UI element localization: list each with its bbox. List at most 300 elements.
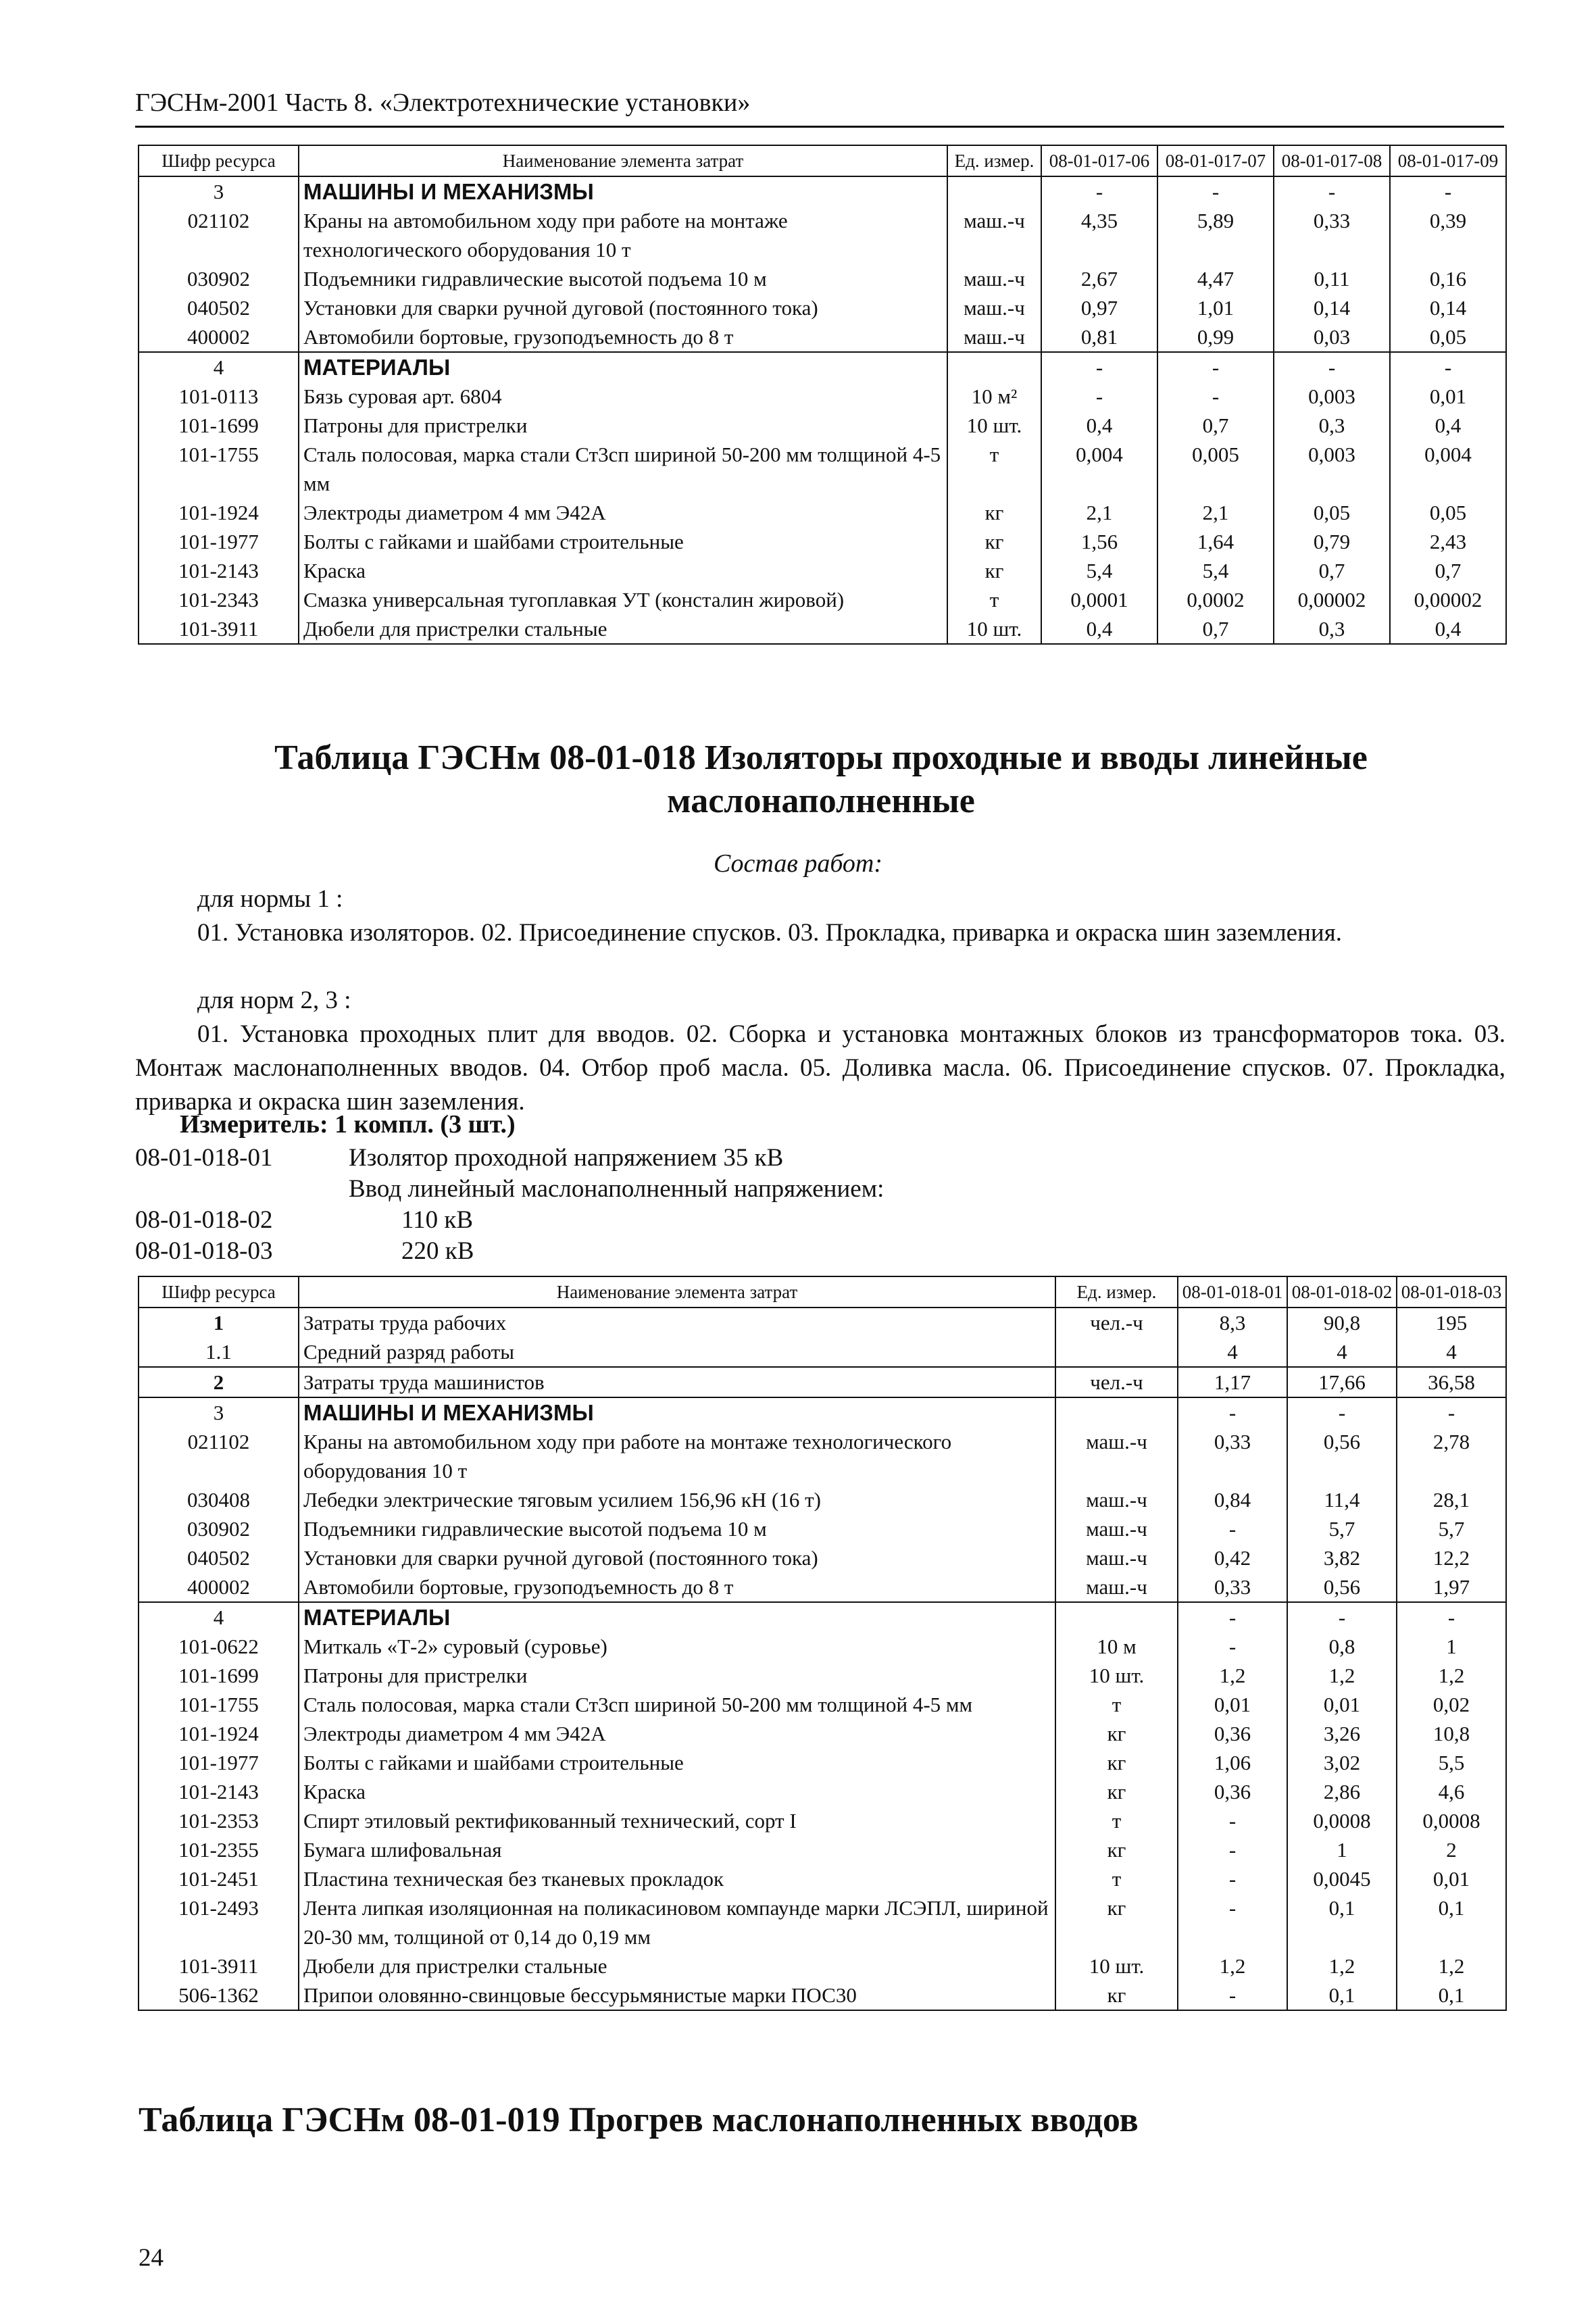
unit-cell: маш.-ч <box>947 293 1041 322</box>
value-cell: 0,11 <box>1274 264 1390 293</box>
value-cell: 0,1 <box>1397 1981 1506 2010</box>
resource-code-cell: 1 <box>139 1308 299 1337</box>
resource-name-cell: Затраты труда машинистов <box>299 1367 1055 1397</box>
unit-cell: т <box>1055 1806 1178 1835</box>
value-cell: 0,1 <box>1397 1893 1506 1951</box>
value-cell: 0,36 <box>1178 1719 1287 1748</box>
resource-name-cell: Бумага шлифовальная <box>299 1835 1055 1864</box>
unit-cell: маш.-ч <box>1055 1543 1178 1572</box>
resource-name-cell: Смазка универсальная тугоплавкая УТ (консталин жировой) <box>299 585 947 614</box>
column-header-name: Наименование элемента затрат <box>299 1276 1055 1308</box>
table-row <box>139 411 1506 440</box>
resource-name-cell: Бязь суровая арт. 6804 <box>299 382 947 411</box>
value-cell: 1,17 <box>1178 1367 1287 1397</box>
value-cell: 0,004 <box>1041 440 1157 498</box>
value-cell: - <box>1157 176 1274 206</box>
table-title-018: Таблица ГЭСНм 08-01-018 Изоляторы проходные и вводы линейные маслонаполненные <box>274 739 1368 820</box>
unit-cell: кг <box>947 556 1041 585</box>
resource-name-cell: Электроды диаметром 4 мм Э42А <box>299 1719 1055 1748</box>
value-cell: 28,1 <box>1397 1485 1506 1514</box>
item-code: 08-01-018-03 <box>135 1237 273 1265</box>
value-cell: 1,2 <box>1397 1951 1506 1981</box>
value-cell: 1,56 <box>1041 527 1157 556</box>
table-row <box>139 1806 1506 1835</box>
value-cell: 0,14 <box>1390 293 1506 322</box>
unit-cell: кг <box>1055 1748 1178 1777</box>
measure-unit: Измеритель: 1 компл. (3 шт.) <box>180 1110 516 1139</box>
value-cell: 0,01 <box>1287 1690 1397 1719</box>
value-cell: 5,4 <box>1157 556 1274 585</box>
value-cell: 0,1 <box>1287 1893 1397 1951</box>
value-cell: 90,8 <box>1287 1308 1397 1337</box>
value-cell: 0,00002 <box>1274 585 1390 614</box>
resource-code-cell: 101-1977 <box>139 527 299 556</box>
resource-name-cell: Установки для сварки ручной дуговой (постоянного тока) <box>299 1543 1055 1572</box>
value-cell: - <box>1397 1397 1506 1427</box>
value-cell: 0,33 <box>1178 1572 1287 1602</box>
table-row <box>139 322 1506 352</box>
resource-name-cell: Подъемники гидравлические высотой подъема 10 м <box>299 264 947 293</box>
value-cell: 1,2 <box>1287 1661 1397 1690</box>
resource-code-cell: 101-0113 <box>139 382 299 411</box>
section-row <box>139 1397 1506 1427</box>
resource-name-cell: Болты с гайками и шайбами строительные <box>299 1748 1055 1777</box>
table-row <box>139 1337 1506 1367</box>
resource-code-cell: 030408 <box>139 1485 299 1514</box>
column-header-unit: Ед. измер. <box>947 145 1041 176</box>
resource-code-cell: 021102 <box>139 206 299 264</box>
value-cell: 0,7 <box>1390 556 1506 585</box>
value-cell: - <box>1041 382 1157 411</box>
value-cell: 5,89 <box>1157 206 1274 264</box>
value-cell: 3,26 <box>1287 1719 1397 1748</box>
value-cell: 0,1 <box>1287 1981 1397 2010</box>
value-cell: 0,14 <box>1274 293 1390 322</box>
table-row <box>139 614 1506 644</box>
table-row <box>139 1485 1506 1514</box>
unit-cell <box>947 352 1041 382</box>
unit-cell: 10 шт. <box>1055 1661 1178 1690</box>
resource-name-cell: Патроны для пристрелки <box>299 411 947 440</box>
value-cell: 0,0001 <box>1041 585 1157 614</box>
resource-code-cell: 101-2355 <box>139 1835 299 1864</box>
table-row <box>139 1719 1506 1748</box>
value-cell: 0,36 <box>1178 1777 1287 1806</box>
unit-cell <box>947 176 1041 206</box>
value-cell: - <box>1178 1632 1287 1661</box>
resource-code-cell: 400002 <box>139 1572 299 1602</box>
resource-name-cell: Краска <box>299 556 947 585</box>
table-row <box>139 498 1506 527</box>
value-cell: - <box>1178 1835 1287 1864</box>
table-row <box>139 1632 1506 1661</box>
resource-code-cell: 101-0622 <box>139 1632 299 1661</box>
value-cell: 1,97 <box>1397 1572 1506 1602</box>
value-cell: - <box>1397 1602 1506 1632</box>
table-row <box>139 585 1506 614</box>
resource-name-cell: МАШИНЫ И МЕХАНИЗМЫ <box>299 1397 1055 1427</box>
table-row <box>139 382 1506 411</box>
unit-cell: 10 м <box>1055 1632 1178 1661</box>
value-cell: 0,0002 <box>1157 585 1274 614</box>
value-cell: - <box>1041 352 1157 382</box>
value-cell: 12,2 <box>1397 1543 1506 1572</box>
value-cell: 1 <box>1397 1632 1506 1661</box>
table-title-019: Таблица ГЭСНм 08-01-019 Прогрев маслонаполненных вводов <box>139 2101 1139 2139</box>
table-header-row <box>139 1276 1506 1308</box>
value-cell: 1,2 <box>1178 1951 1287 1981</box>
table-row <box>139 1864 1506 1893</box>
value-cell: 4,35 <box>1041 206 1157 264</box>
value-cell: 0,3 <box>1274 411 1390 440</box>
value-cell: 0,33 <box>1274 206 1390 264</box>
value-cell: 1,01 <box>1157 293 1274 322</box>
value-cell: 4 <box>1397 1337 1506 1367</box>
table-row <box>139 1514 1506 1543</box>
value-cell: 1,2 <box>1287 1951 1397 1981</box>
header-rule <box>135 126 1504 128</box>
column-header-norm: 08-01-018-02 <box>1287 1276 1397 1308</box>
value-cell: 0,4 <box>1041 411 1157 440</box>
value-cell: 0,16 <box>1390 264 1506 293</box>
value-cell: 2,86 <box>1287 1777 1397 1806</box>
column-header-name: Наименование элемента затрат <box>299 145 947 176</box>
value-cell: 0,003 <box>1274 382 1390 411</box>
value-cell: 36,58 <box>1397 1367 1506 1397</box>
resource-code-cell: 400002 <box>139 322 299 352</box>
value-cell: 1,64 <box>1157 527 1274 556</box>
value-cell: 2,1 <box>1041 498 1157 527</box>
resource-name-cell: Автомобили бортовые, грузоподъемность до 8 т <box>299 322 947 352</box>
item-text: Ввод линейный маслонаполненный напряжением: <box>349 1175 884 1203</box>
value-cell: 2,1 <box>1157 498 1274 527</box>
resource-name-cell: Дюбели для пристрелки стальные <box>299 1951 1055 1981</box>
table-body <box>139 1308 1506 2010</box>
unit-cell: т <box>947 440 1041 498</box>
resource-name-cell: Спирт этиловый ректификованный технический, сорт I <box>299 1806 1055 1835</box>
resource-code-cell: 101-1924 <box>139 1719 299 1748</box>
table-row <box>139 206 1506 264</box>
item-text: Изолятор проходной напряжением 35 кВ <box>349 1144 784 1172</box>
resource-code-cell: 021102 <box>139 1427 299 1485</box>
column-header-unit: Ед. измер. <box>1055 1276 1178 1308</box>
resource-code-cell: 101-2451 <box>139 1864 299 1893</box>
norm1-text: 01. Установка изоляторов. 02. Присоединение спусков. 03. Прокладка, приварка и окраска шин заземления. <box>197 919 1342 947</box>
value-cell: 0,01 <box>1390 382 1506 411</box>
resource-name-cell: Миткаль «Т-2» суровый (суровье) <box>299 1632 1055 1661</box>
section-row <box>139 352 1506 382</box>
section-row <box>139 176 1506 206</box>
unit-cell: 10 м² <box>947 382 1041 411</box>
value-cell: 0,4 <box>1390 411 1506 440</box>
value-cell: - <box>1178 1806 1287 1835</box>
value-cell: - <box>1178 1397 1287 1427</box>
resource-code-cell: 4 <box>139 1602 299 1632</box>
value-cell: 2,43 <box>1390 527 1506 556</box>
value-cell: 0,4 <box>1390 614 1506 644</box>
value-cell: 0,42 <box>1178 1543 1287 1572</box>
resource-name-cell: МАШИНЫ И МЕХАНИЗМЫ <box>299 176 947 206</box>
value-cell: 5,7 <box>1397 1514 1506 1543</box>
table-row <box>139 1951 1506 1981</box>
unit-cell: маш.-ч <box>1055 1485 1178 1514</box>
value-cell: 0,01 <box>1178 1690 1287 1719</box>
resource-code-cell: 101-1755 <box>139 440 299 498</box>
table-row <box>139 264 1506 293</box>
column-header-norm: 08-01-017-09 <box>1390 145 1506 176</box>
value-cell: 0,005 <box>1157 440 1274 498</box>
value-cell: - <box>1287 1602 1397 1632</box>
value-cell: - <box>1390 352 1506 382</box>
resource-code-cell: 101-3911 <box>139 614 299 644</box>
unit-cell: кг <box>1055 1777 1178 1806</box>
unit-cell <box>1055 1337 1178 1367</box>
column-header-norm: 08-01-018-03 <box>1397 1276 1506 1308</box>
value-cell: 0,81 <box>1041 322 1157 352</box>
resource-name-cell: Пластина техническая без тканевых прокладок <box>299 1864 1055 1893</box>
resource-code-cell: 040502 <box>139 1543 299 1572</box>
value-cell: 0,05 <box>1390 498 1506 527</box>
unit-cell: маш.-ч <box>947 264 1041 293</box>
value-cell: 0,33 <box>1178 1427 1287 1485</box>
value-cell: 0,39 <box>1390 206 1506 264</box>
column-header-norm: 08-01-018-01 <box>1178 1276 1287 1308</box>
value-cell: - <box>1178 1864 1287 1893</box>
unit-cell: маш.-ч <box>947 206 1041 264</box>
unit-cell: маш.-ч <box>1055 1427 1178 1485</box>
resource-code-cell: 030902 <box>139 1514 299 1543</box>
value-cell: - <box>1041 176 1157 206</box>
table-row <box>139 1893 1506 1951</box>
resource-name-cell: Установки для сварки ручной дуговой (постоянного тока) <box>299 293 947 322</box>
value-cell: 0,56 <box>1287 1572 1397 1602</box>
value-cell: - <box>1157 382 1274 411</box>
value-cell: 3,02 <box>1287 1748 1397 1777</box>
unit-cell <box>1055 1397 1178 1427</box>
value-cell: 1 <box>1287 1835 1397 1864</box>
resource-code-cell: 101-1755 <box>139 1690 299 1719</box>
table-row <box>139 527 1506 556</box>
unit-cell: 10 шт. <box>1055 1951 1178 1981</box>
resource-name-cell: Электроды диаметром 4 мм Э42А <box>299 498 947 527</box>
table-row <box>139 1572 1506 1602</box>
resource-code-cell: 101-1699 <box>139 411 299 440</box>
value-cell: 0,00002 <box>1390 585 1506 614</box>
resource-code-cell: 101-1924 <box>139 498 299 527</box>
value-cell: 2,78 <box>1397 1427 1506 1485</box>
section-row <box>139 1602 1506 1632</box>
resource-code-cell: 040502 <box>139 293 299 322</box>
norm23-text: 01. Установка проходных плит для вводов. 02. Сборка и установка монтажных блоков из трансформаторов тока. 03. Монтаж маслонаполненных вводов. 04. Отбор проб масла. 05. Доливка масла. 06. Присоединение спусков. 07. Прокладка, приварка и окраска шин заземления. <box>135 1020 1505 1116</box>
value-cell: 2 <box>1397 1835 1506 1864</box>
item-text: 110 кВ <box>401 1206 474 1234</box>
column-header-code: Шифр ресурса <box>139 1276 299 1308</box>
value-cell: 0,84 <box>1178 1485 1287 1514</box>
value-cell: 0,03 <box>1274 322 1390 352</box>
value-cell: 0,0008 <box>1397 1806 1506 1835</box>
value-cell: - <box>1274 176 1390 206</box>
value-cell: 0,7 <box>1157 614 1274 644</box>
resource-code-cell: 2 <box>139 1367 299 1397</box>
table-body <box>139 176 1506 644</box>
value-cell: 3,82 <box>1287 1543 1397 1572</box>
value-cell: 4,6 <box>1397 1777 1506 1806</box>
table-row <box>139 1367 1506 1397</box>
norm1-label: для нормы 1 : <box>197 885 343 913</box>
resource-name-cell: Патроны для пристрелки <box>299 1661 1055 1690</box>
resource-code-cell: 101-2343 <box>139 585 299 614</box>
item-code: 08-01-018-02 <box>135 1206 273 1234</box>
resource-table-017 <box>138 145 1507 645</box>
value-cell: 0,97 <box>1041 293 1157 322</box>
work-composition-caption: Состав работ: <box>713 849 883 878</box>
value-cell: - <box>1178 1981 1287 2010</box>
resource-name-cell: Припои оловянно-свинцовые бессурьмянистые марки ПОС30 <box>299 1981 1055 2010</box>
unit-cell: чел.-ч <box>1055 1367 1178 1397</box>
resource-code-cell: 101-2493 <box>139 1893 299 1951</box>
resource-code-cell: 101-3911 <box>139 1951 299 1981</box>
resource-code-cell: 4 <box>139 352 299 382</box>
value-cell: 0,004 <box>1390 440 1506 498</box>
column-header-norm: 08-01-017-07 <box>1157 145 1274 176</box>
value-cell: 0,0045 <box>1287 1864 1397 1893</box>
value-cell: 5,5 <box>1397 1748 1506 1777</box>
value-cell: - <box>1390 176 1506 206</box>
value-cell: 0,0008 <box>1287 1806 1397 1835</box>
resource-name-cell: Дюбели для пристрелки стальные <box>299 614 947 644</box>
unit-cell: маш.-ч <box>1055 1514 1178 1543</box>
resource-name-cell: Лебедки электрические тяговым усилием 156,96 кН (16 т) <box>299 1485 1055 1514</box>
value-cell: 1,2 <box>1397 1661 1506 1690</box>
resource-code-cell: 101-2143 <box>139 556 299 585</box>
unit-cell: маш.-ч <box>1055 1572 1178 1602</box>
value-cell: 0,05 <box>1390 322 1506 352</box>
value-cell: 10,8 <box>1397 1719 1506 1748</box>
value-cell: - <box>1178 1893 1287 1951</box>
unit-cell: т <box>1055 1690 1178 1719</box>
value-cell: 0,8 <box>1287 1632 1397 1661</box>
value-cell: 0,99 <box>1157 322 1274 352</box>
resource-code-cell: 1.1 <box>139 1337 299 1367</box>
table-row <box>139 1543 1506 1572</box>
resource-name-cell: Болты с гайками и шайбами строительные <box>299 527 947 556</box>
unit-cell: кг <box>1055 1893 1178 1951</box>
resource-name-cell: Краны на автомобильном ходу при работе на монтаже технологического оборудования 10 т <box>299 206 947 264</box>
resource-name-cell: Автомобили бортовые, грузоподъемность до 8 т <box>299 1572 1055 1602</box>
value-cell: 17,66 <box>1287 1367 1397 1397</box>
value-cell: 0,02 <box>1397 1690 1506 1719</box>
value-cell: 0,05 <box>1274 498 1390 527</box>
unit-cell: т <box>947 585 1041 614</box>
resource-table-018 <box>138 1276 1507 2011</box>
table-row <box>139 1427 1506 1485</box>
table-row <box>139 1835 1506 1864</box>
table-header-row <box>139 145 1506 176</box>
table-row <box>139 293 1506 322</box>
value-cell: 11,4 <box>1287 1485 1397 1514</box>
table-row <box>139 1308 1506 1337</box>
table-row <box>139 1748 1506 1777</box>
resource-name-cell: Краны на автомобильном ходу при работе на монтаже технологического оборудования 10 т <box>299 1427 1055 1485</box>
resource-code-cell: 030902 <box>139 264 299 293</box>
resource-name-cell: Средний разряд работы <box>299 1337 1055 1367</box>
value-cell: 2,67 <box>1041 264 1157 293</box>
table-row <box>139 556 1506 585</box>
resource-name-cell: Лента липкая изоляционная на поликасиновом компаунде марки ЛСЭПЛ, шириной 20-30 мм, толщиной от 0,14 до 0,19 мм <box>299 1893 1055 1951</box>
unit-cell: кг <box>947 498 1041 527</box>
value-cell: 0,79 <box>1274 527 1390 556</box>
resource-name-cell: Сталь полосовая, марка стали Ст3сп шириной 50-200 мм толщиной 4-5 мм <box>299 440 947 498</box>
value-cell: 1,06 <box>1178 1748 1287 1777</box>
unit-cell: 10 шт. <box>947 411 1041 440</box>
resource-name-cell: Краска <box>299 1777 1055 1806</box>
value-cell: - <box>1178 1514 1287 1543</box>
resource-name-cell: Сталь полосовая, марка стали Ст3сп шириной 50-200 мм толщиной 4-5 мм <box>299 1690 1055 1719</box>
value-cell: - <box>1274 352 1390 382</box>
unit-cell: кг <box>1055 1981 1178 2010</box>
value-cell: - <box>1157 352 1274 382</box>
value-cell: 0,7 <box>1157 411 1274 440</box>
unit-cell: маш.-ч <box>947 322 1041 352</box>
value-cell: 4 <box>1178 1337 1287 1367</box>
resource-code-cell: 3 <box>139 176 299 206</box>
resource-name-cell: Подъемники гидравлические высотой подъема 10 м <box>299 1514 1055 1543</box>
unit-cell: кг <box>947 527 1041 556</box>
column-header-norm: 08-01-017-08 <box>1274 145 1390 176</box>
item-text: 220 кВ <box>401 1237 474 1265</box>
value-cell: 0,003 <box>1274 440 1390 498</box>
value-cell: 5,4 <box>1041 556 1157 585</box>
value-cell: 4 <box>1287 1337 1397 1367</box>
value-cell: 5,7 <box>1287 1514 1397 1543</box>
resource-code-cell: 101-2353 <box>139 1806 299 1835</box>
value-cell: 0,3 <box>1274 614 1390 644</box>
resource-name-cell: МАТЕРИАЛЫ <box>299 1602 1055 1632</box>
unit-cell: т <box>1055 1864 1178 1893</box>
column-header-code: Шифр ресурса <box>139 145 299 176</box>
resource-code-cell: 506-1362 <box>139 1981 299 2010</box>
resource-code-cell: 3 <box>139 1397 299 1427</box>
resource-code-cell: 101-2143 <box>139 1777 299 1806</box>
resource-name-cell: МАТЕРИАЛЫ <box>299 352 947 382</box>
value-cell: 0,01 <box>1397 1864 1506 1893</box>
page-header: ГЭСНм-2001 Часть 8. «Электротехнические установки» <box>135 89 751 117</box>
resource-code-cell: 101-1977 <box>139 1748 299 1777</box>
unit-cell: 10 шт. <box>947 614 1041 644</box>
item-code: 08-01-018-01 <box>135 1144 273 1172</box>
table-row <box>139 1661 1506 1690</box>
value-cell: - <box>1287 1397 1397 1427</box>
table-row <box>139 1690 1506 1719</box>
unit-cell: кг <box>1055 1719 1178 1748</box>
resource-code-cell: 101-1699 <box>139 1661 299 1690</box>
page-number: 24 <box>139 2244 164 2272</box>
value-cell: 0,4 <box>1041 614 1157 644</box>
table-row <box>139 1981 1506 2010</box>
table-row <box>139 1777 1506 1806</box>
value-cell: 1,2 <box>1178 1661 1287 1690</box>
value-cell: 8,3 <box>1178 1308 1287 1337</box>
unit-cell <box>1055 1602 1178 1632</box>
unit-cell: кг <box>1055 1835 1178 1864</box>
value-cell: - <box>1178 1602 1287 1632</box>
column-header-norm: 08-01-017-06 <box>1041 145 1157 176</box>
value-cell: 0,7 <box>1274 556 1390 585</box>
value-cell: 0,56 <box>1287 1427 1397 1485</box>
unit-cell: чел.-ч <box>1055 1308 1178 1337</box>
value-cell: 4,47 <box>1157 264 1274 293</box>
resource-name-cell: Затраты труда рабочих <box>299 1308 1055 1337</box>
